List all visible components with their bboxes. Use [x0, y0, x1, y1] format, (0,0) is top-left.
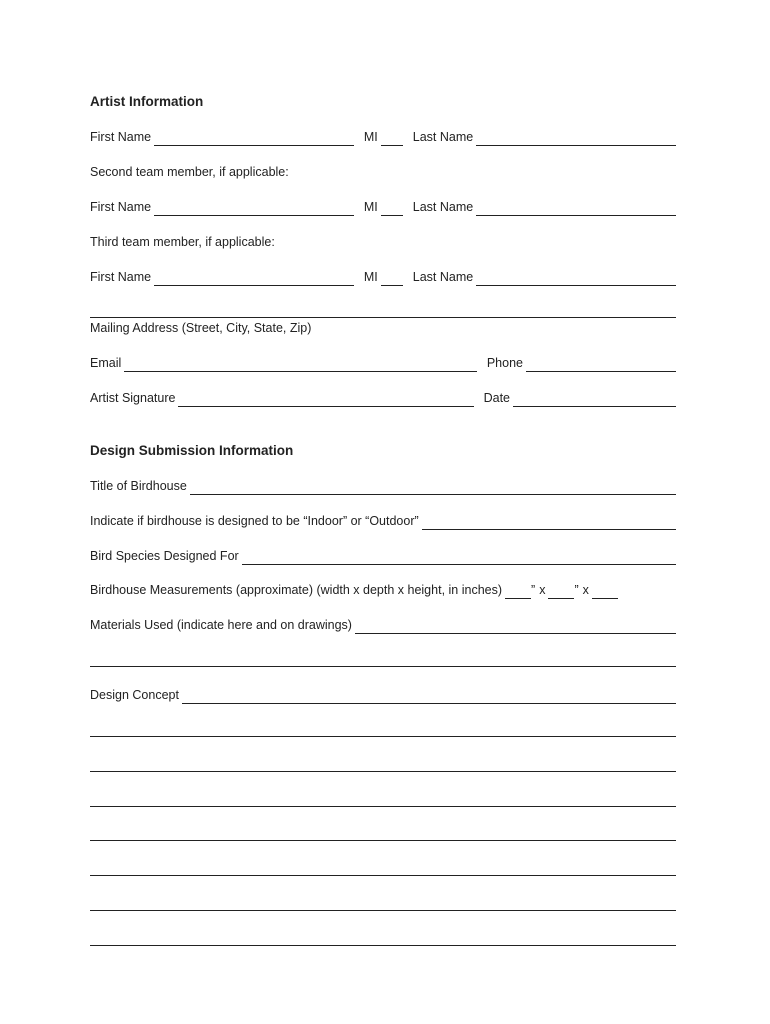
signature-label: Artist Signature — [90, 391, 176, 405]
concept-field[interactable] — [182, 690, 676, 704]
materials-field[interactable] — [355, 620, 676, 634]
concept-label: Design Concept — [90, 688, 179, 702]
signature-date-row — [90, 389, 676, 407]
concept-row — [90, 686, 676, 704]
measurements-label: Birdhouse Measurements (approximate) (width x depth x height, in inches) — [90, 583, 503, 597]
mailing-address-field[interactable] — [90, 317, 676, 318]
artist2-name-row — [90, 198, 676, 216]
mi-label: MI — [363, 200, 378, 214]
first-name-label: First Name — [90, 270, 152, 284]
last-name-label: Last Name — [412, 130, 474, 144]
species-field[interactable] — [242, 551, 676, 565]
materials-field-line-2[interactable] — [90, 666, 676, 667]
height-field[interactable] — [592, 585, 618, 599]
first-name-label: First Name — [90, 130, 152, 144]
artist3-name-row — [90, 268, 676, 286]
artist3-mi-field[interactable] — [381, 272, 403, 286]
artist-info-heading: Artist Information — [90, 94, 204, 109]
species-row — [90, 547, 676, 565]
concept-line[interactable] — [90, 736, 676, 737]
concept-line[interactable] — [90, 910, 676, 911]
phone-label: Phone — [486, 356, 523, 370]
first-name-label: First Name — [90, 200, 152, 214]
phone-field[interactable] — [526, 358, 676, 372]
artist1-name-row — [90, 128, 676, 146]
concept-line[interactable] — [90, 945, 676, 946]
mailing-address-label: Mailing Address (Street, City, State, Zip) — [90, 321, 312, 335]
title-row — [90, 477, 676, 495]
artist3-first-name-field[interactable] — [154, 272, 354, 286]
email-phone-row — [90, 354, 676, 372]
email-field[interactable] — [124, 358, 477, 372]
signature-field[interactable] — [178, 393, 473, 407]
design-info-heading: Design Submission Information — [90, 443, 294, 458]
width-field[interactable] — [505, 585, 531, 599]
title-label: Title of Birdhouse — [90, 479, 187, 493]
concept-line[interactable] — [90, 840, 676, 841]
inch-mark: ” — [574, 583, 579, 597]
last-name-label: Last Name — [412, 200, 474, 214]
depth-field[interactable] — [548, 585, 574, 599]
date-label: Date — [483, 391, 510, 405]
artist2-first-name-field[interactable] — [154, 202, 354, 216]
concept-line[interactable] — [90, 771, 676, 772]
concept-line[interactable] — [90, 875, 676, 876]
second-member-label: Second team member, if applicable: — [90, 165, 289, 179]
measurements-row — [90, 581, 660, 599]
indoor-outdoor-field[interactable] — [422, 516, 676, 530]
artist2-last-name-field[interactable] — [476, 202, 676, 216]
materials-label: Materials Used (indicate here and on drawings) — [90, 618, 352, 632]
indoor-outdoor-row — [90, 512, 676, 530]
artist2-mi-field[interactable] — [381, 202, 403, 216]
indoor-outdoor-label: Indicate if birdhouse is designed to be “Indoor” or “Outdoor” — [90, 514, 419, 528]
materials-row — [90, 616, 676, 634]
title-field[interactable] — [190, 481, 676, 495]
mi-label: MI — [363, 130, 378, 144]
date-field[interactable] — [513, 393, 676, 407]
artist1-first-name-field[interactable] — [154, 132, 354, 146]
last-name-label: Last Name — [412, 270, 474, 284]
concept-line[interactable] — [90, 806, 676, 807]
times-sign: x — [582, 583, 589, 597]
artist3-last-name-field[interactable] — [476, 272, 676, 286]
mi-label: MI — [363, 270, 378, 284]
artist1-mi-field[interactable] — [381, 132, 403, 146]
species-label: Bird Species Designed For — [90, 549, 239, 563]
inch-mark: ” — [531, 583, 536, 597]
times-sign: x — [539, 583, 546, 597]
email-label: Email — [90, 356, 122, 370]
artist1-last-name-field[interactable] — [476, 132, 676, 146]
third-member-label: Third team member, if applicable: — [90, 235, 275, 249]
